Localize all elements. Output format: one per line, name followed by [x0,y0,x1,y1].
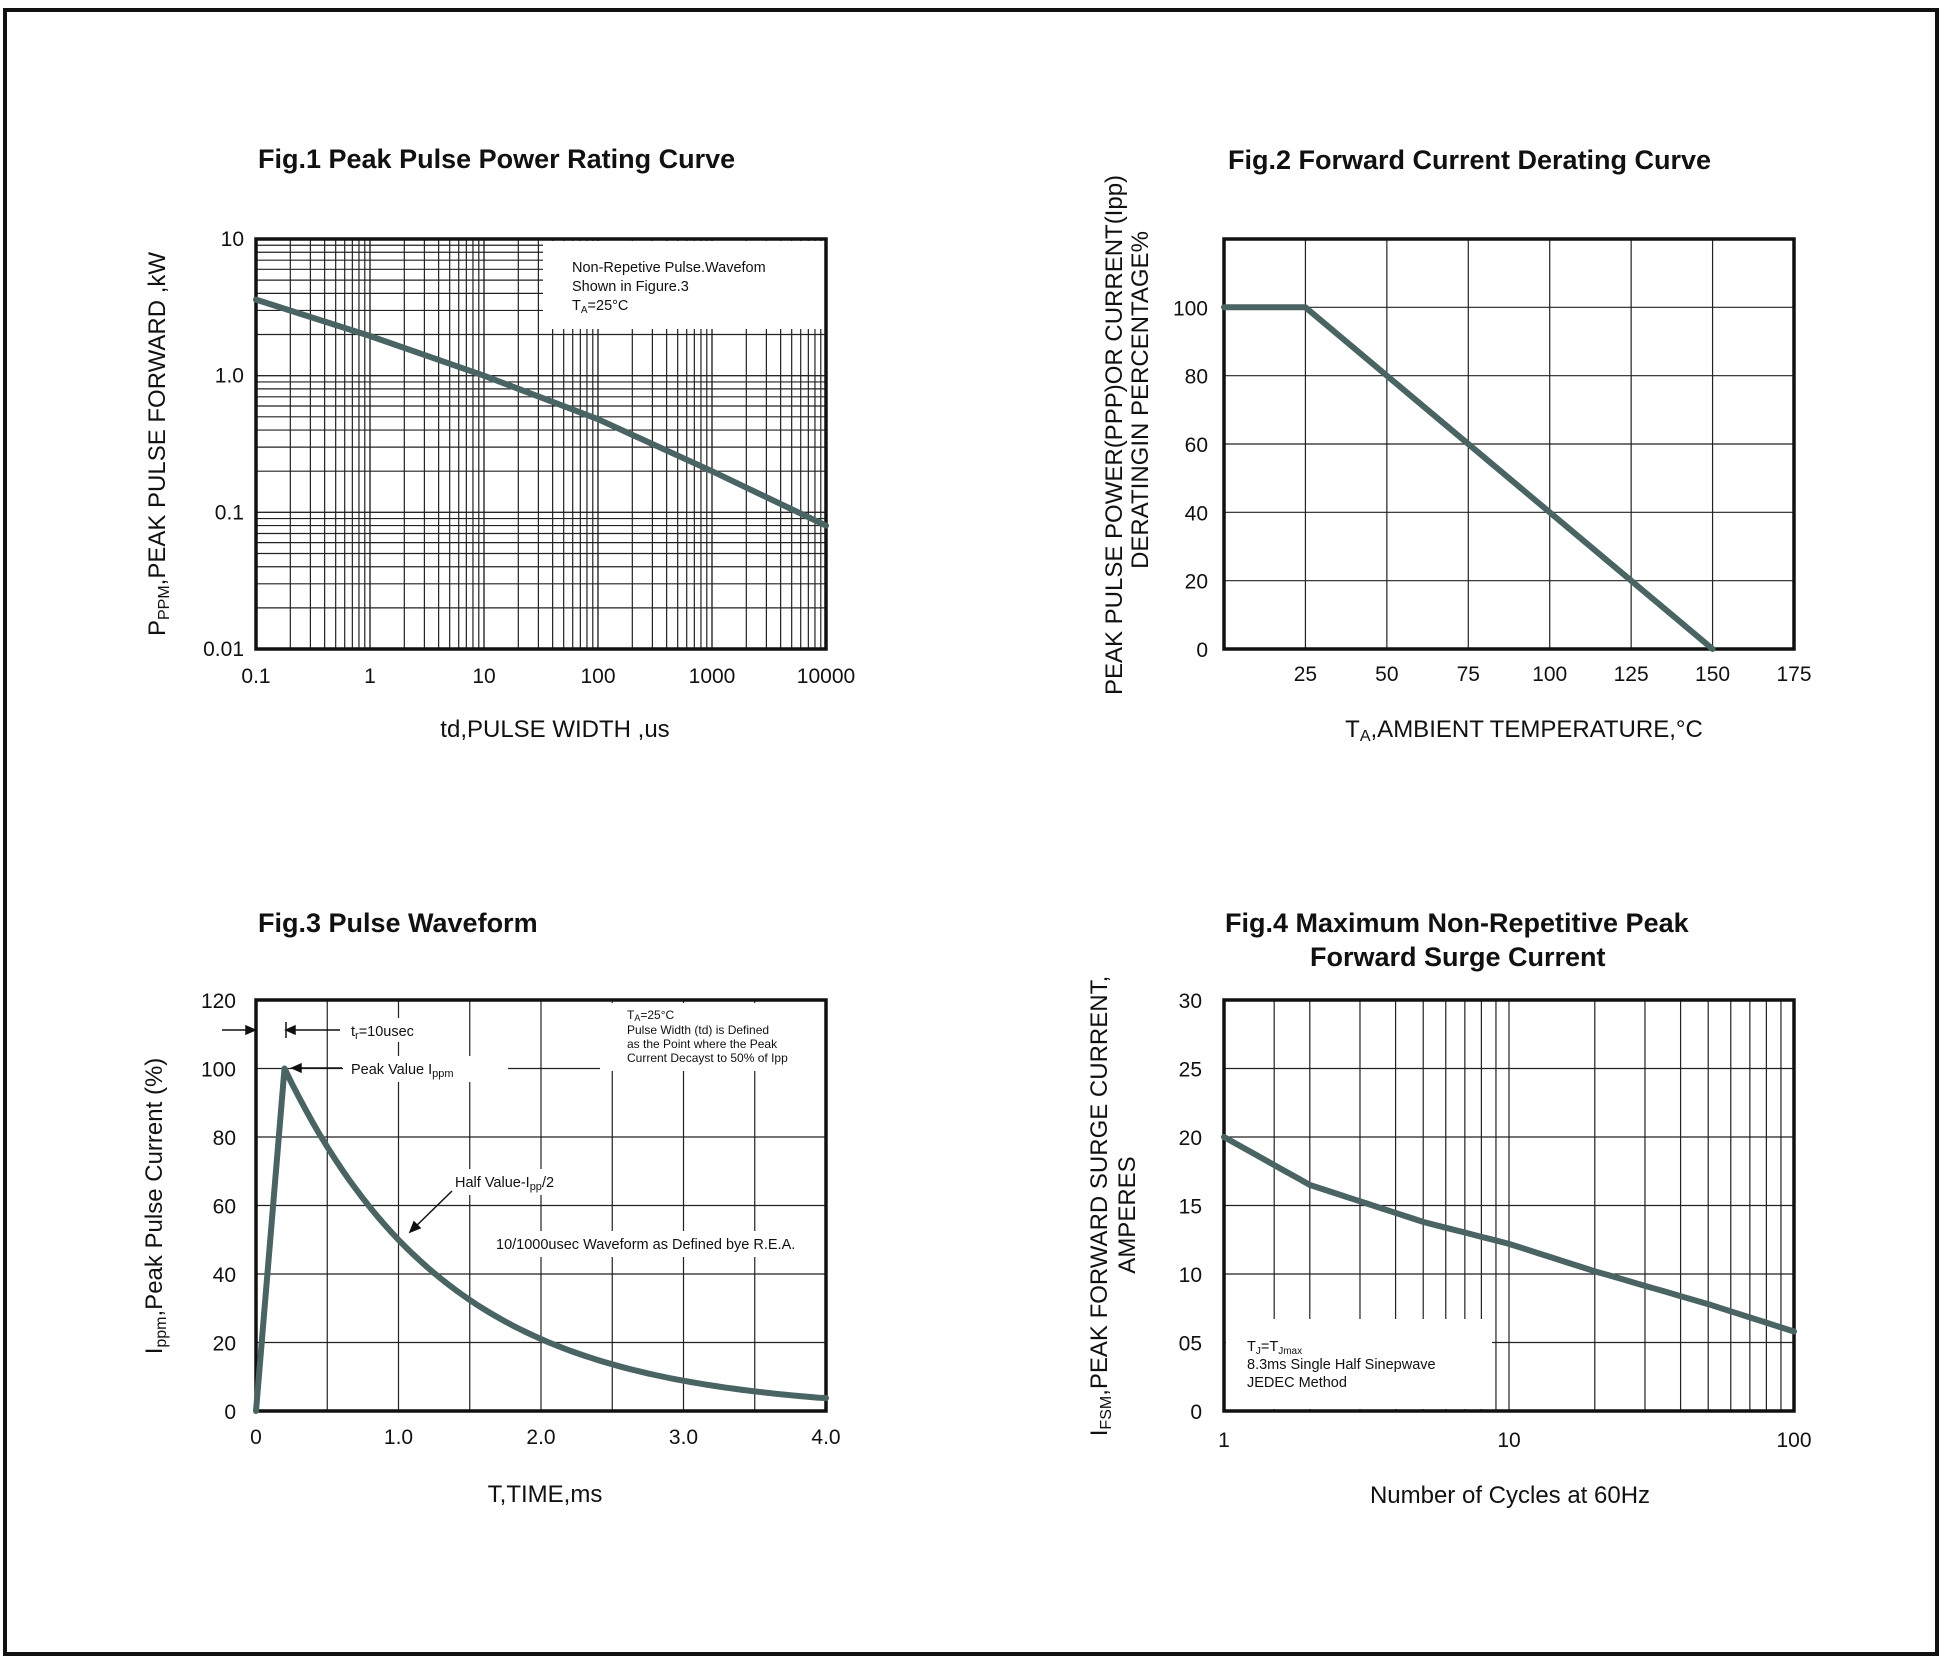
fig4-title-line2: Forward Surge Current [1310,942,1606,972]
fig4-y-tick: 30 [1178,990,1202,1013]
fig1-y-tick: 0.01 [203,638,244,661]
fig1-note-line2: Shown in Figure.3 [572,279,689,295]
fig1-x-axis-label: td,PULSE WIDTH ,us [440,716,670,743]
fig3-y-tick: 80 [212,1127,236,1150]
fig4-chart [1086,908,1812,1509]
fig3-x-axis-label: T,TIME,ms [487,1481,603,1508]
fig4-y-tick: 15 [1178,1195,1202,1219]
fig1-y-tick-labels [203,228,244,661]
fig1-y-tick: 1.0 [214,364,244,388]
fig1-title: Fig.1 Peak Pulse Power Rating Curve [258,144,736,174]
fig4-x-tick-labels [1218,1429,1811,1452]
fig3-half-arrow [410,1191,452,1232]
fig3-y-tick-labels [201,990,236,1424]
fig2-y-tick: 0 [1196,639,1208,662]
fig2-x-tick: 125 [1613,663,1649,686]
fig3-note-line2: Pulse Width (td) is Defined [627,1023,770,1037]
fig3-y-axis-label: Ippm,Peak Pulse Current (%) [141,1057,170,1355]
fig1-x-tick-labels [241,665,855,688]
fig4-y-axis-label-line2: AMPERES [1114,1156,1141,1274]
fig2-x-tick: 25 [1293,663,1318,686]
fig2-y-tick: 20 [1184,570,1208,594]
fig4-y-tick: 0 [1190,1401,1202,1424]
fig1-curve [256,300,826,526]
fig3-peak-arrow [292,1064,342,1072]
fig2-x-tick-labels [1294,663,1812,686]
fig2-title: Fig.2 Forward Current Derating Curve [1228,145,1712,175]
fig3-tr-marker [222,1022,340,1038]
fig3-x-tick: 4.0 [811,1426,841,1449]
fig4-note-tj: $T_J=T_{Jmax}$ [1247,1339,1303,1357]
fig3-note-ta: TA=25°C [627,1008,675,1023]
fig2-grid [1224,239,1794,649]
fig4-x-tick: 10 [1497,1429,1521,1452]
fig4-y-tick: 10 [1178,1264,1202,1287]
fig1-y-tick: 10 [220,228,244,251]
fig2-y-tick: 60 [1184,434,1208,457]
fig1-chart [144,144,855,743]
fig4-y-axis-label-line1: IFSM,PEAK FORWARD SURGE CURRENT, [1086,975,1115,1437]
fig3-y-tick: 100 [200,1058,236,1082]
fig4-x-axis-label: Number of Cycles at 60Hz [1369,1482,1651,1509]
fig2-y-axis-label-line1: PEAK PULSE POWER(PPP)OR CURRENT(Ipp) [1101,174,1128,696]
fig2-y-tick-labels [1173,297,1208,662]
fig4-title-line1: Fig.4 Maximum Non-Repetitive Peak [1225,908,1689,938]
fig2-x-tick: 150 [1695,663,1731,686]
fig1-x-tick: 0.1 [241,665,271,688]
fig3-tr-label: $t_r=10usec$ [351,1024,414,1042]
fig2-x-tick: 175 [1776,663,1812,686]
fig1-x-tick: 10 [472,665,496,688]
fig2-y-tick: 100 [1172,297,1208,321]
fig2-chart [1101,145,1812,745]
fig3-note-line4: Current Decayst to 50% of Ipp [627,1051,788,1065]
fig3-x-tick-labels [250,1426,840,1449]
fig1-y-tick: 0.1 [214,501,244,525]
fig1-x-tick: 1000 [688,665,736,688]
fig4-y-tick: 25 [1178,1058,1202,1082]
fig4-note-line2: 8.3ms Single Half Sinepwave [1247,1357,1436,1373]
fig4-x-tick: 100 [1776,1429,1812,1452]
fig2-y-tick: 80 [1184,365,1208,389]
fig3-y-tick: 120 [200,990,236,1013]
fig2-x-tick: 100 [1532,663,1568,686]
fig3-y-tick: 40 [212,1264,236,1287]
fig3-x-tick: 3.0 [668,1426,699,1449]
fig3-y-tick: 20 [212,1332,236,1356]
fig2-x-axis-label: TA,AMBIENT TEMPERATURE,°C [1345,716,1703,745]
fig3-chart [141,908,841,1508]
fig3-x-tick: 0 [250,1426,262,1449]
fig3-half-label: Half Value-$I_{pp}/2$ [455,1175,555,1193]
fig3-x-tick: 1.0 [383,1426,414,1449]
fig1-x-tick: 1 [364,665,376,688]
fig2-y-axis-label-line2: DERATINGIN PERCENTAGE% [1127,231,1154,569]
fig1-note-line3: $T_A=25^\circ C$ [572,298,629,316]
fig3-note-line3: as the Point where the Peak [627,1037,778,1051]
fig1-x-tick: 10000 [796,665,856,688]
fig4-y-tick: 20 [1178,1127,1202,1150]
page-border [5,10,1937,1654]
fig1-note-line1: Non-Repetive Pulse.Wavefom [572,260,766,276]
fig3-y-tick: 0 [224,1401,236,1424]
fig3-y-tick: 60 [212,1195,236,1219]
fig3-rea-note: 10/1000usec Waveform as Defined bye R.E.A. [496,1237,796,1253]
fig1-y-axis-label: PPPM,PEAK PULSE FORWARD ,kW [144,251,173,637]
fig2-x-tick: 50 [1375,663,1399,686]
fig2-x-tick: 75 [1456,663,1480,686]
fig1-x-tick: 100 [580,665,616,688]
fig2-y-tick: 40 [1184,502,1208,526]
fig3-peak-label: Peak Value $I_{ppm}$ [351,1062,454,1080]
fig4-y-tick-labels [1179,990,1202,1424]
fig3-x-tick: 2.0 [526,1426,556,1449]
fig4-y-tick: 05 [1178,1332,1202,1356]
fig4-x-tick: 1 [1218,1429,1230,1452]
fig3-title: Fig.3 Pulse Waveform [258,908,538,938]
fig4-note-line3: JEDEC Method [1247,1375,1347,1391]
